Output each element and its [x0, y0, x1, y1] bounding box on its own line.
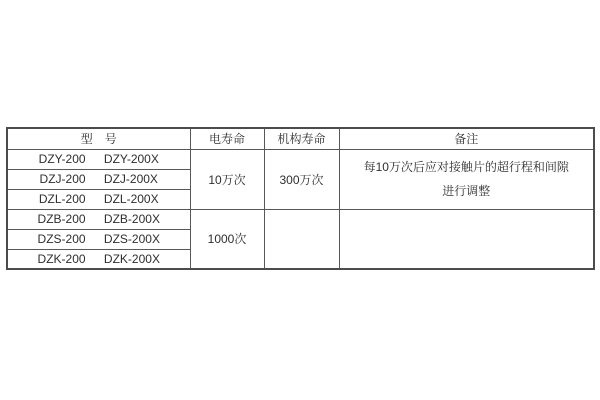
model-cell: [7, 189, 190, 209]
life-spec-table: [6, 127, 595, 270]
header-mechanical-life: 机构寿命: [264, 128, 339, 149]
model-name: DZK-200X: [103, 251, 160, 266]
remark-line: 进行调整: [442, 184, 491, 198]
model-name: DZY-200: [38, 152, 86, 166]
model-name: DZK-200: [37, 251, 86, 266]
model-name: DZS-200X: [103, 232, 160, 246]
model-name: DZB-200: [37, 212, 86, 226]
header-remark: 备注: [339, 128, 594, 149]
remark-line: 每10万次后应对接触片的超行程和间隙: [363, 160, 569, 174]
model-cell: [7, 169, 190, 189]
remark-cell: [339, 149, 594, 209]
model-name: DZS-200: [37, 232, 86, 246]
table-row: [7, 149, 594, 169]
remark-cell: [339, 209, 594, 269]
model-cell: [7, 209, 190, 229]
table-row: [7, 209, 594, 229]
model-cell: [7, 249, 190, 269]
model-name: DZJ-200: [39, 172, 86, 186]
mechanical-life-cell: 300万次: [264, 149, 339, 209]
model-name: DZB-200X: [103, 212, 160, 226]
model-name: DZY-200X: [103, 152, 159, 166]
header-electrical-life: 电寿命: [190, 128, 264, 149]
mechanical-life-cell: [264, 209, 339, 269]
electrical-life-cell: 1000次: [190, 209, 264, 269]
model-cell: [7, 229, 190, 249]
model-name: DZJ-200X: [103, 172, 158, 186]
model-name: DZL-200X: [103, 192, 159, 206]
model-cell: [7, 149, 190, 169]
header-model: 型 号: [7, 128, 190, 149]
electrical-life-cell: 10万次: [190, 149, 264, 209]
header-row: [7, 128, 594, 149]
model-name: DZL-200: [38, 192, 86, 206]
